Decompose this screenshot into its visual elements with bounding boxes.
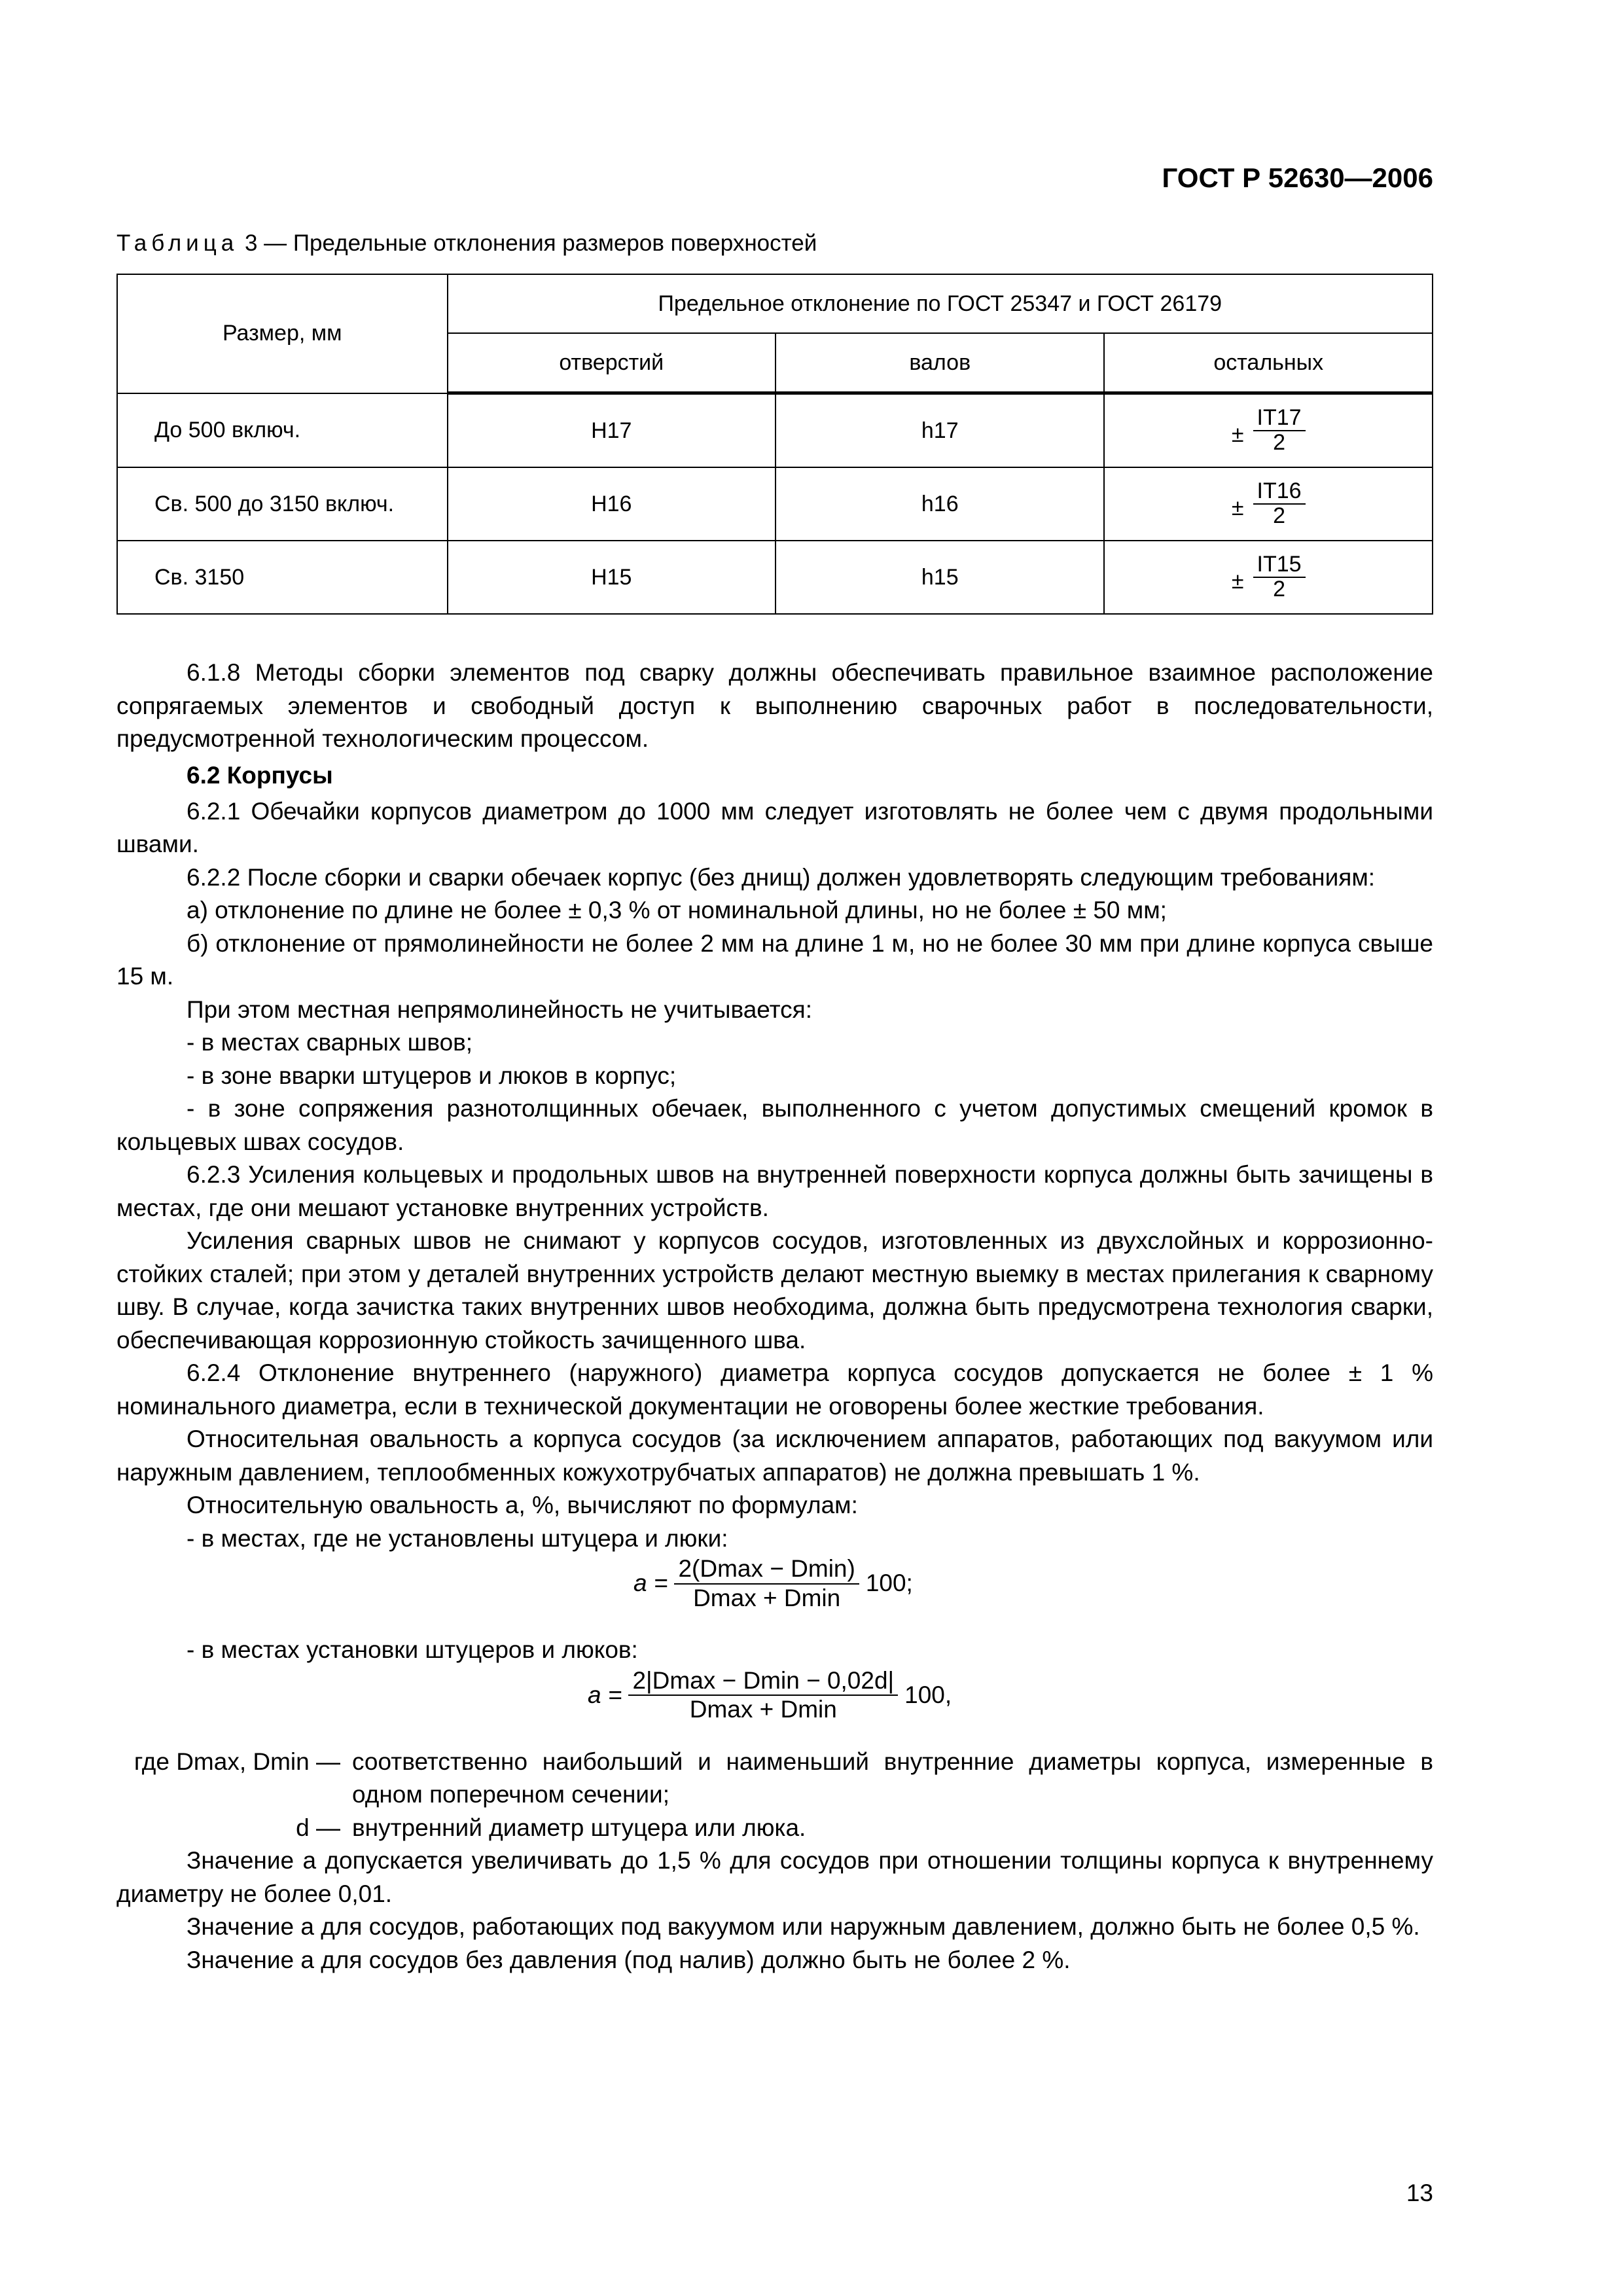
formula-denominator: Dmax + Dmin (693, 1584, 841, 1611)
col-header-other: остальных (1104, 333, 1433, 393)
fraction-numerator: IT17 (1253, 406, 1306, 431)
table-caption-title: 3 — Предельные отклонения размеров поверхностей (238, 230, 817, 256)
cell-holes: H17 (448, 393, 776, 468)
formula-1 (116, 1555, 1433, 1634)
paragraph-6-2-3-continued: Усиления сварных швов не снимают у корпусов сосудов, изготовленных из двухслойных и коррозионно-стойких сталей; при этом у деталей внутренних устройств делают местную выемку в местах прилегания к сварному шву. В случае, когда зачистка таких внутренних швов необходима, должна быть предусмотрена технология сварки, обеспечивающая коррозионную стойкость зачищенного шва. (116, 1227, 1433, 1354)
table-row (117, 541, 1433, 614)
plus-minus-sign: ± (1231, 422, 1244, 447)
paragraph-local-straightness: При этом местная непрямолинейность не учитывается: (187, 996, 812, 1023)
definition-term: где Dmax, Dmin — (134, 1748, 340, 1775)
formula-lhs: a = (588, 1681, 622, 1708)
paragraph-6-2-4: 6.2.4 Отклонение внутреннего (наружного) диаметра корпуса сосудов допускается не более ± 1 % номинального диаметра, если в технической документации не оговорены более жесткие требования. (116, 1359, 1433, 1420)
limit-deviations-table (116, 274, 1433, 615)
fraction-denominator: 2 (1273, 577, 1286, 601)
paragraph-6-1-8: 6.1.8 Методы сборки элементов под сварку должны обеспечивать правильное взаимное расположение сопрягаемых элементов и свободный доступ к выполнению сварочных работ в последовательности, предусмотренной технологическим процессом. (116, 659, 1433, 752)
formula-numerator: 2|Dmax − Dmin − 0,02d| (628, 1667, 898, 1696)
definition-text: соответственно наибольший и наименьший внутренние диаметры корпуса, измеренные в одном поперечном сечении; (352, 1748, 1433, 1808)
table-row (117, 393, 1433, 468)
fraction-numerator: IT15 (1253, 553, 1306, 578)
paragraph-6-2-2: 6.2.2 После сборки и сварки обечаек корпус (без днищ) должен удовлетворять следующим требованиям: (187, 863, 1376, 891)
col-header-group: Предельное отклонение по ГОСТ 25347 и ГОСТ 26179 (448, 274, 1433, 333)
section-heading-6-2: 6.2 Корпусы (187, 761, 333, 789)
paragraph-6-2-3: 6.2.3 Усиления кольцевых и продольных швов на внутренней поверхности корпуса должны быть зачищены в местах, где они мешают установке внутренних устройств. (116, 1161, 1433, 1221)
dash-item: - в местах, где не установлены штуцера и люки: (187, 1524, 728, 1552)
dash-item: - в зоне сопряжения разнотолщинных обечаек, выполненного с учетом допустимых смещений кромок в кольцевых швах сосудов. (116, 1095, 1433, 1155)
paragraph-ovality: Относительная овальность а корпуса сосудов (за исключением аппаратов, работающих под вакуумом или наружным давлением, теплообменных кожухотрубчатых аппаратов) не должна превышать 1 %. (116, 1426, 1433, 1486)
cell-size: Св. 3150 (117, 541, 448, 614)
paragraph-6-2-1: 6.2.1 Обечайки корпусов диаметром до 1000 мм следует изготовлять не более чем с двумя продольными швами. (116, 797, 1433, 857)
cell-size: До 500 включ. (117, 393, 448, 468)
dash-item: - в местах установки штуцеров и люков: (187, 1636, 638, 1663)
col-header-shafts: валов (776, 333, 1104, 393)
table-row (117, 467, 1433, 541)
list-item-b: б) отклонение от прямолинейности не более 2 мм на длине 1 м, но не более 30 мм при длине корпуса свыше 15 м. (116, 929, 1433, 990)
fraction-denominator: 2 (1273, 430, 1286, 455)
formula-numerator: 2(Dmax − Dmin) (674, 1555, 859, 1585)
formula-tail: 100; (865, 1570, 913, 1597)
paragraph-value-2: Значение а для сосудов без давления (под налив) должно быть не более 2 %. (187, 1946, 1071, 1973)
plus-minus-sign: ± (1231, 568, 1244, 594)
cell-holes: H15 (448, 541, 776, 614)
table-caption (116, 230, 817, 257)
cell-other (1104, 393, 1433, 468)
cell-holes: H16 (448, 467, 776, 541)
formula-denominator: Dmax + Dmin (689, 1696, 837, 1723)
formula-2 (116, 1667, 1433, 1746)
document-id-header: ГОСТ Р 52630—2006 (1162, 162, 1433, 193)
definition-text: внутренний диаметр штуцера или люка. (352, 1814, 806, 1841)
paragraph-calc: Относительную овальность а, %, вычисляют по формулам: (187, 1492, 858, 1518)
fraction-numerator: IT16 (1253, 480, 1306, 505)
table-caption-word: Таблица (116, 230, 239, 256)
page-number: 13 (1406, 2179, 1433, 2206)
cell-other (1104, 541, 1433, 614)
dash-item: - в местах сварных швов; (187, 1029, 473, 1056)
definition-term: d — (296, 1814, 340, 1841)
fraction-denominator: 2 (1273, 503, 1286, 528)
paragraph-value-1-5: Значение а допускается увеличивать до 1,5 % для сосудов при отношении толщины корпуса к внутреннему диаметру не более 0,01. (116, 1847, 1433, 1907)
paragraph-value-0-5: Значение а для сосудов, работающих под вакуумом или наружным давлением, должно быть не более 0,5 %. (187, 1913, 1420, 1940)
formula-tail: 100, (904, 1681, 952, 1708)
col-header-holes: отверстий (448, 333, 776, 393)
list-item-a: а) отклонение по длине не более ± 0,3 % от номинальной длины, но не более ± 50 мм; (187, 897, 1167, 924)
cell-shafts: h17 (776, 393, 1104, 468)
col-header-size: Размер, мм (117, 274, 448, 393)
cell-other (1104, 467, 1433, 541)
body-text (116, 656, 1433, 1977)
cell-size: Св. 500 до 3150 включ. (117, 467, 448, 541)
cell-shafts: h16 (776, 467, 1104, 541)
cell-shafts: h15 (776, 541, 1104, 614)
formula-definitions (116, 1746, 1433, 1845)
plus-minus-sign: ± (1231, 495, 1244, 520)
dash-item: - в зоне вварки штуцеров и люков в корпус; (187, 1062, 677, 1089)
formula-lhs: a = (633, 1570, 668, 1597)
